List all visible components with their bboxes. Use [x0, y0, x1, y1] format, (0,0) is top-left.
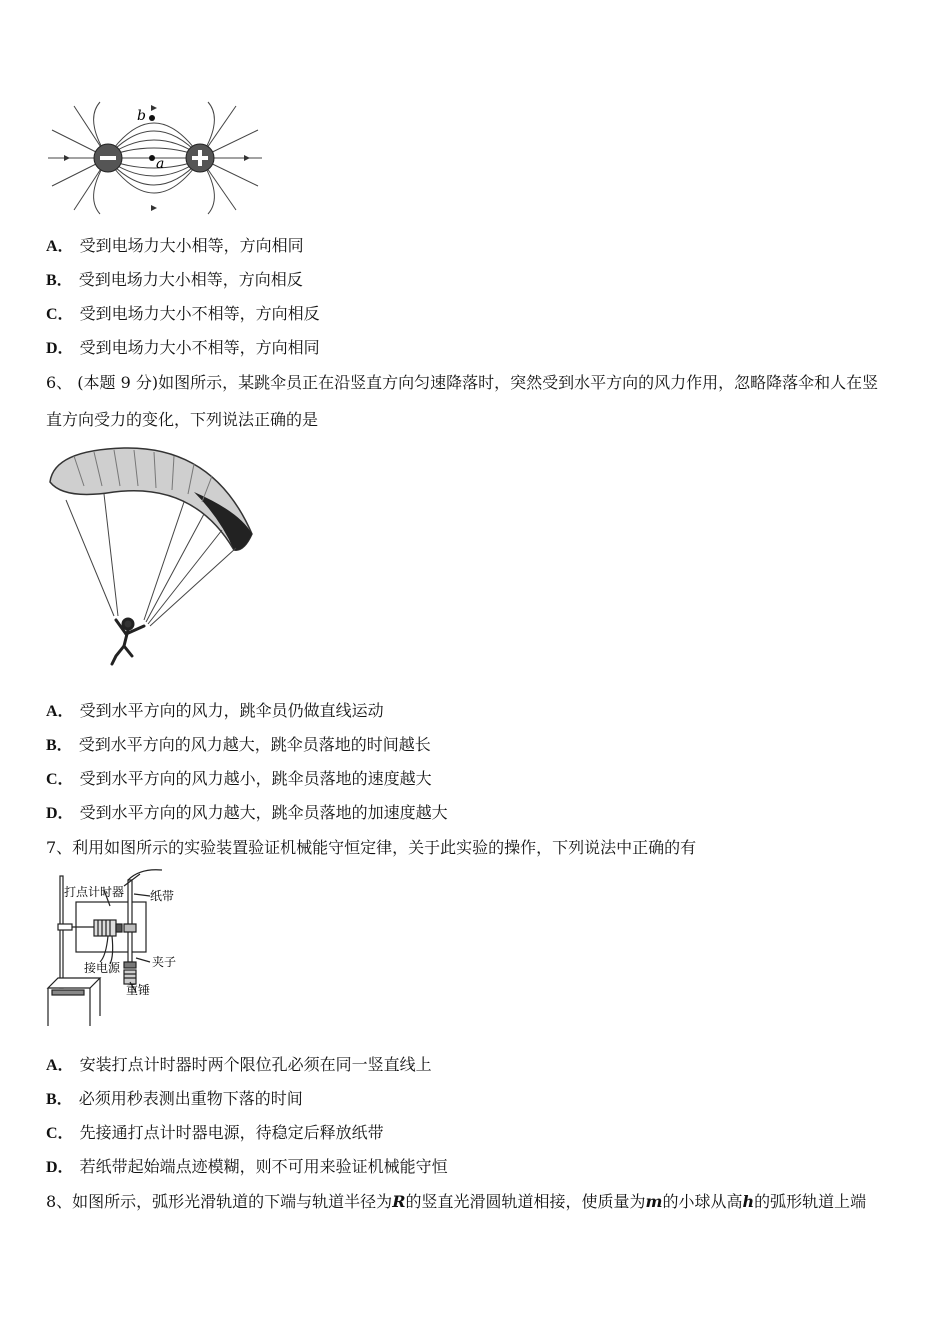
point-b-label: b: [137, 108, 146, 124]
timer-label: 打点计时器: [64, 885, 125, 899]
q5-option-c: C． 受到电场力大小不相等，方向相反: [46, 304, 320, 323]
power-label: 接电源: [84, 961, 121, 975]
q7-option-d: D． 若纸带起始端点迹模糊，则不可用来验证机械能守恒: [46, 1157, 448, 1176]
var-m: m: [645, 1192, 663, 1211]
point-a-label: a: [156, 156, 165, 172]
q6-option-a: A． 受到水平方向的风力，跳伞员仍做直线运动: [46, 701, 384, 720]
free-fall-apparatus-figure: [44, 866, 196, 1032]
clip-label: 夹子: [152, 955, 177, 969]
q6-option-d: D． 受到水平方向的风力越大，跳伞员落地的加速度越大: [46, 803, 448, 822]
q8-stem: 8、如图所示，弧形光滑轨道的下端与轨道半径为R的竖直光滑圆轨道相接，使质量为m的小球从高h的弧形轨道上端: [46, 1192, 867, 1211]
var-R: R: [392, 1192, 406, 1211]
q7-option-a: A． 安装打点计时器时两个限位孔必须在同一竖直线上: [46, 1055, 432, 1074]
q6-option-b: B． 受到水平方向的风力越大，跳伞员落地的时间越长: [46, 735, 431, 754]
var-h: h: [742, 1192, 755, 1211]
parachute-diagram: [44, 442, 260, 668]
q6-stem-line1: 6、 (本题 9 分)如图所示，某跳伞员正在沿竖直方向匀速降落时，突然受到水平方向的风力作用，忽略降落伞和人在竖: [46, 373, 879, 392]
q7-option-c: C． 先接通打点计时器电源，待稳定后释放纸带: [46, 1123, 384, 1142]
free-fall-apparatus-diagram: [44, 866, 196, 1032]
q7-option-b: B． 必须用秒表测出重物下落的时间: [46, 1089, 303, 1108]
q7-stem: 7、利用如图所示的实验装置验证机械能守恒定律，关于此实验的操作，下列说法中正确的有: [46, 838, 697, 857]
q5-option-b: B． 受到电场力大小相等，方向相反: [46, 270, 303, 289]
q6-option-c: C． 受到水平方向的风力越小，跳伞员落地的速度越大: [46, 769, 432, 788]
q5-option-a: A． 受到电场力大小相等，方向相同: [46, 236, 304, 255]
q5-option-d: D． 受到电场力大小不相等，方向相同: [46, 338, 320, 357]
parachute-figure: [44, 442, 260, 668]
q6-stem-line2: 直方向受力的变化，下列说法正确的是: [46, 410, 319, 429]
weight-label: 重锤: [126, 983, 151, 997]
dipole-field-figure: [44, 100, 266, 216]
dipole-field-diagram: [44, 100, 266, 216]
tape-label: 纸带: [150, 889, 175, 903]
